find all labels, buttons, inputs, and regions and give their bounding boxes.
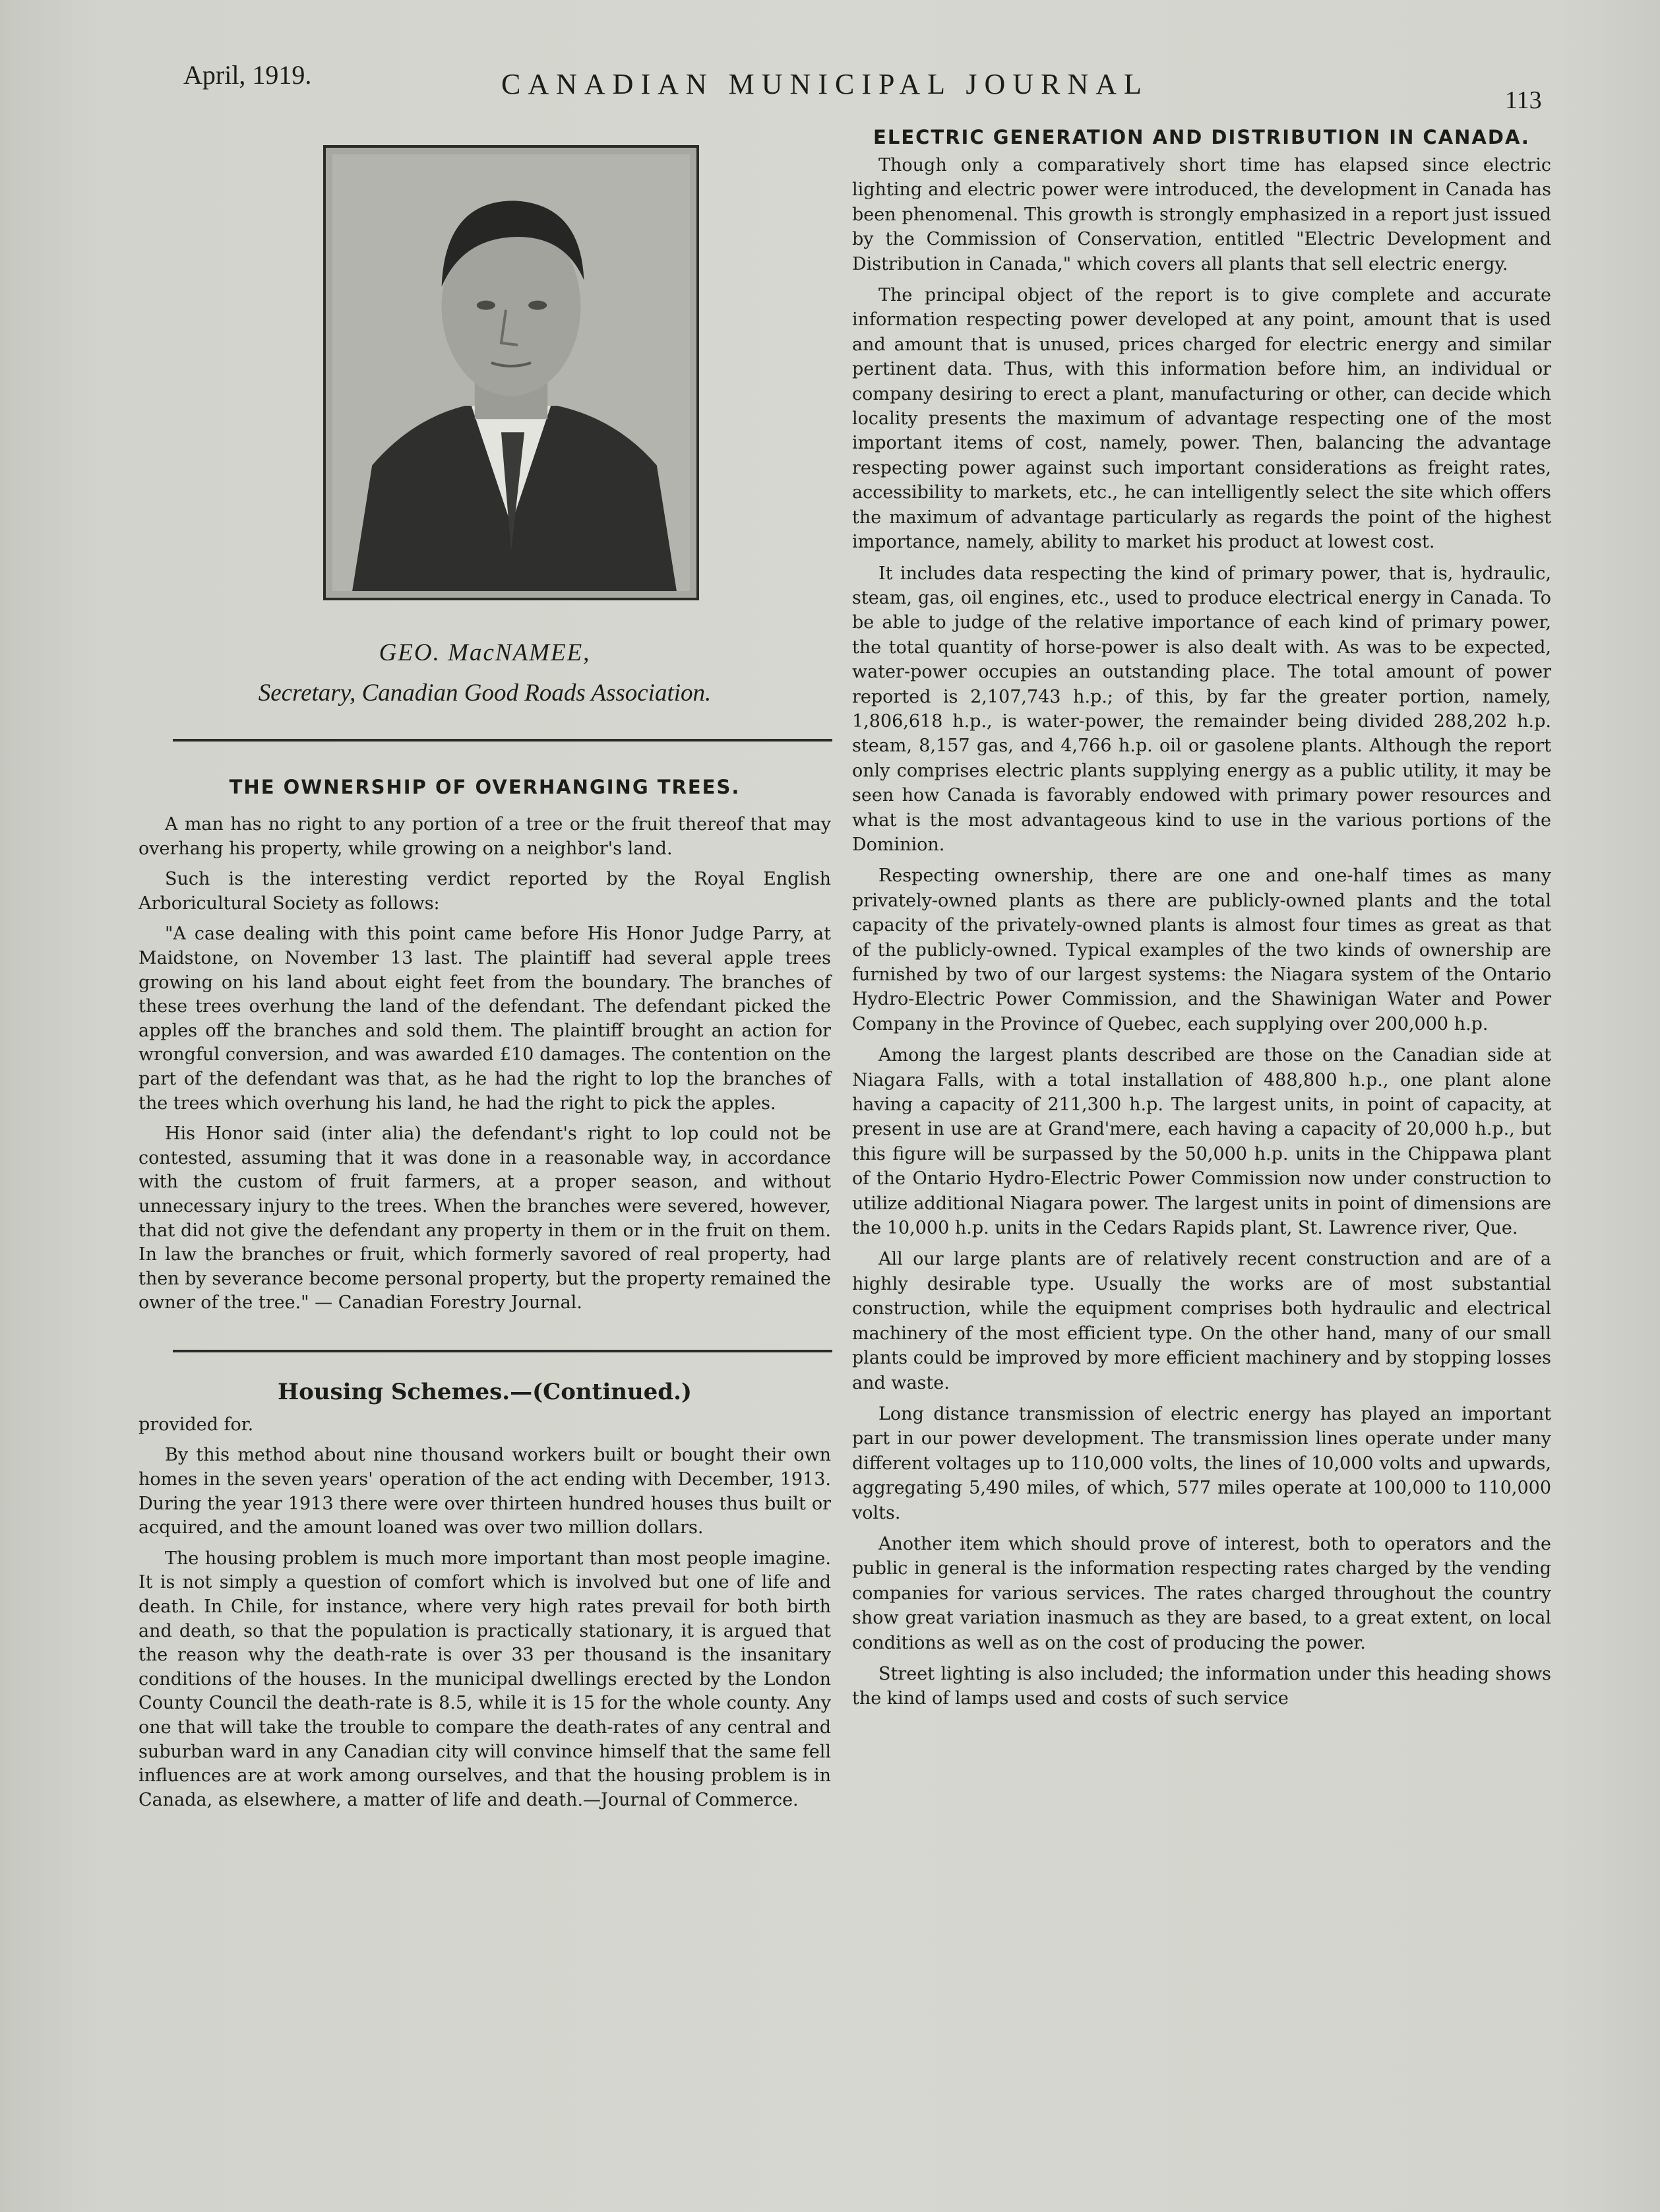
portrait-figure-icon: [332, 154, 690, 591]
electric-paragraph: Long distance transmission of electric energy has played an important part in our power development. The transmission lines operate under many different voltages up to 110,000 volts, the lines of 10,000 volts and upwards, aggregating 5,490 miles, of which, 577 miles operate at 100,000 to 110,000 volts.: [852, 1403, 1551, 1523]
electric-paragraph: It includes data respecting the kind of primary power, that is, hydraulic, steam, gas, oil engines, etc., used to produce electrical energy in Canada. To be able to judge of the relative importance of each kind of primary power, the total quantity of horse-power is also dealt with. As was to be expected, water-power occupies an outstanding place. The total amount of power reported is 2,107,743 h.p.; of this, by far the greater portion, namely, 1,806,618 h.p., is water-power, the remainder being divided 288,202 h.p. steam, 8,157 gas, and 4,766 h.p. oil or gasolene plants. Although the report only comprises electric plants supplying energy as a public utility, it may be seen how Canada is favorably endowed with primary power resources and what is the most advantageous kind to use in the various portions of the Dominion.: [852, 563, 1551, 855]
housing-article-body: [138, 1413, 831, 1813]
trees-heading: THE OWNERSHIP OF OVERHANGING TREES.: [229, 776, 741, 798]
electric-paragraph: Though only a comparatively short time has elapsed since electric lighting and electric power were introduced, the development in Canada has been phenomenal. This growth is strongly emphasized in a report just issued by the Commission of Conservation, entitled "Electric Development and Distribution in Canada," which covers all plants that sell electric energy.: [852, 155, 1551, 274]
trees-article-body: [138, 813, 831, 1315]
electric-paragraph: Among the largest plants described are those on the Canadian side at Niagara Falls, with a total installation of 488,800 h.p., one plant alone having a capacity of 211,300 h.p. The largest units, in point of capacity, at present in use are at Grand'mere, each having a capacity of 20,000 h.p., but this figure will be surpassed by the 50,000 h.p. units in the Chippawa plant of the Ontario Hydro-Electric Power Commission now under construction to utilize additional Niagara power. The largest units in point of dimensions are the 10,000 h.p. units in the Cedars Rapids plant, St. Lawrence river, Que.: [852, 1045, 1551, 1239]
trees-paragraph: A man has no right to any portion of a tree or the fruit thereof that may overhang his property, while growing on a neighbor's land.: [138, 814, 831, 859]
section-divider: [173, 739, 832, 742]
electric-paragraph: Respecting ownership, there are one and one-half times as many privately-owned plants as there are publicly-owned plants and the total capacity of the privately-owned plants is almost four times as great as that of the publicly-owned. Typical examples of the two kinds of ownership are furnished by two of our largest systems: the Niagara system of the Ontario Hydro-Electric Power Commission, and the Shawinigan Water and Power Company in the Province of Quebec, each supplying over 200,000 h.p.: [852, 866, 1551, 1034]
section-divider: [173, 1350, 832, 1352]
housing-paragraph: The housing problem is much more important than most people imagine. It is not simply a question of comfort which is involved but one of life and death. In Chile, for instance, where very high rates prevail for both birth and death, so that the population is practically stationary, it is argued that the reason why the death-rate is over 33 per thousand is the insanitary conditions of the houses. In the municipal dwellings erected by the London County Council the death-rate is 8.5, while it is 15 for the whole county. Any one that will take the trouble to compare the death-rates of any central and suburban ward in any Canadian city will convince himself that the same fell influences are at work among ourselves, and that the housing problem is in Canada, as elsewhere, a matter of life and death.—Journal of Commerce.: [138, 1548, 831, 1810]
electric-paragraph: Another item which should prove of interest, both to operators and the public in general is the information respecting rates charged by the vending companies for various services. The rates charged throughout the country show great variation inasmuch as they are based, to a great extent, on local conditions as well as on the cost of producing the power.: [852, 1533, 1551, 1653]
right-column: [852, 125, 1551, 1711]
trees-paragraph: "A case dealing with this point came before His Honor Judge Parry, at Maidstone, on November 13 last. The plaintiff had several apple trees growing on his land about eight feet from the boundary. The branches of these trees overhung the land of the defendant. The defendant picked the apples off the branches and sold them. The plaintiff brought an action for wrongful conversion, and was awarded £10 damages. The contention on the part of the defendant was that, as he had the right to lop the branches of the trees which overhung his land, he had the right to pick the apples.: [138, 924, 831, 1114]
issue-date: April, 1919.: [183, 60, 312, 90]
portrait-photo: [323, 145, 699, 600]
housing-heading: Housing Schemes.—(Continued.): [277, 1378, 692, 1405]
housing-paragraph: provided for.: [138, 1414, 254, 1435]
housing-paragraph: By this method about nine thousand workers built or bought their own homes in the seven years' operation of the act ending with December, 1913. During the year 1913 there were over thirteen hundred houses thus built or acquired, and the amount loaned was over two million dollars.: [138, 1445, 831, 1538]
portrait-role: Secretary, Canadian Good Roads Association.: [258, 679, 712, 707]
left-column: [138, 145, 831, 1812]
electric-article-body: [852, 153, 1551, 1711]
journal-title: CANADIAN MUNICIPAL JOURNAL: [501, 68, 1149, 100]
portrait-name: GEO. MacNAMEE,: [379, 639, 591, 666]
trees-paragraph: Such is the interesting verdict reported by the Royal English Arboricultural Society as follows:: [138, 869, 831, 914]
electric-heading: ELECTRIC GENERATION AND DISTRIBUTION IN CANADA.: [873, 126, 1530, 148]
electric-paragraph: Street lighting is also included; the information under this heading shows the kind of lamps used and costs of such service: [852, 1663, 1551, 1709]
page-header: [0, 54, 1660, 113]
trees-paragraph: His Honor said (inter alia) the defendant's right to lop could not be contested, assuming that it was done in a reasonable way, in accordance with the custom of fruit farmers, at a proper season, and without unnecessary injury to the trees. When the branches were severed, however, that did not give the defendant any property in them or in the fruit on them. In law the branches or fruit, which formerly savored of real property, had then by severance become personal property, but the property remained the owner of the tree." — Canadian Forestry Journal.: [138, 1123, 831, 1313]
electric-paragraph: The principal object of the report is to give complete and accurate information respecting power developed at any point, amount that is used and amount that is unused, prices charged for electric energy and similar pertinent data. Thus, with this information before him, an individual or company desiring to erect a plant, manufacturing or other, can decide which locality presents the maximum of advantage respecting one of the most important items of cost, namely, power. Then, balancing the advantage respecting power against such important considerations as freight rates, accessibility to markets, etc., he can intelligently select the site which offers the maximum of advantage particularly as regards the point of the highest importance, namely, ability to market his product at lowest cost.: [852, 285, 1551, 553]
page-number: 113: [1505, 86, 1542, 114]
electric-paragraph: All our large plants are of relatively recent construction and are of a highly desirable type. Usually the works are of most substantial construction, while the equipment comprises both hydraulic and electrical machinery of the most efficient type. On the other hand, many of our small plants could be improved by more efficient machinery and by stopping losses and waste.: [852, 1249, 1551, 1393]
